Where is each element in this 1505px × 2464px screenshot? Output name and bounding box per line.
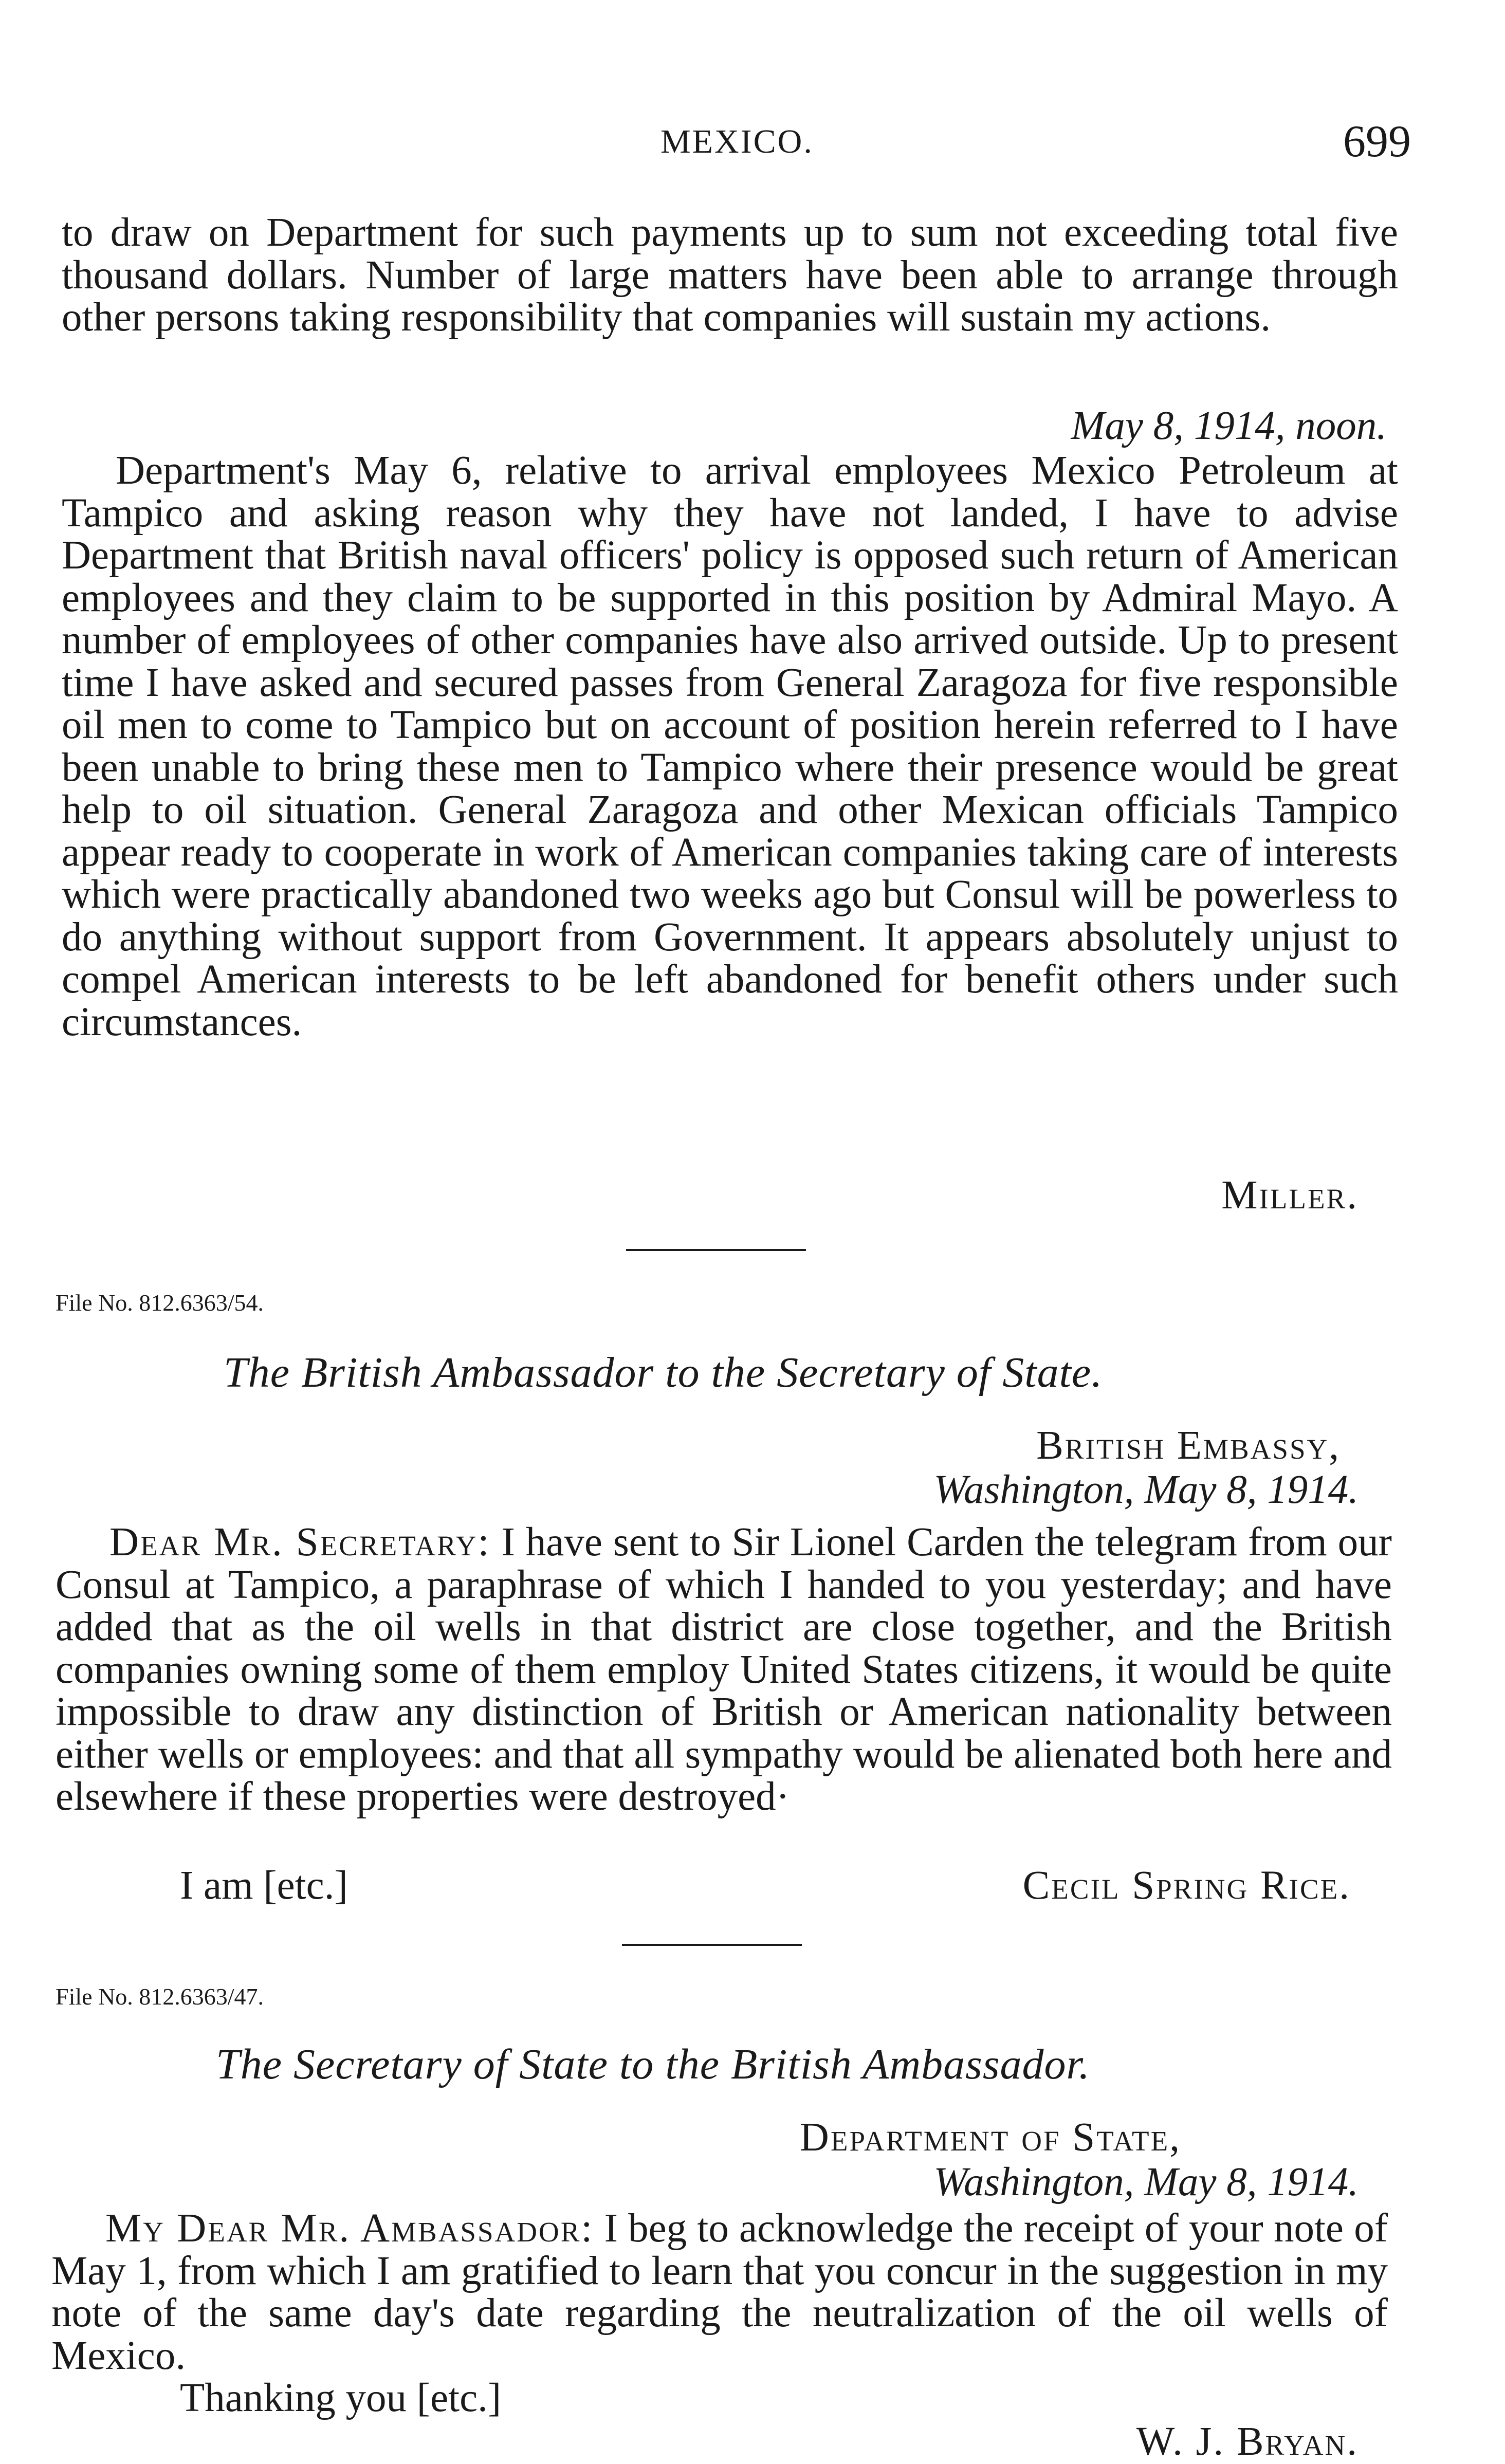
telegram-dateline: May 8, 1914, noon. bbox=[1071, 403, 1387, 448]
letter-body-text: I beg to acknowledge the receipt of your note of May 1, from which I am gratified to learn that you concur in the suggestion in my note of the same day's date regarding the neutralization of the oil wells of Mexico. bbox=[51, 2206, 1388, 2378]
continuation-paragraph: to draw on Department for such payments up to sum not exceeding total five thousand dollars. Number of large matters have been able to arrange through other persons taking responsibility that companies will sustain my actions. bbox=[62, 210, 1398, 340]
closing: Thanking you [etc.] bbox=[180, 2376, 502, 2420]
file-number: File No. 812.6363/54. bbox=[56, 1290, 264, 1316]
salutation: Dear Mr. Secretary: bbox=[109, 1520, 491, 1565]
signature-bryan: W. J. Bryan. bbox=[1136, 2419, 1359, 2464]
salutation: My Dear Mr. Ambassador: bbox=[105, 2206, 594, 2251]
address-line: British Embassy, bbox=[1036, 1423, 1341, 1468]
letter-heading: The British Ambassador to the Secretary of State. bbox=[224, 1349, 1103, 1396]
letter-body-text: I have sent to Sir Lionel Carden the telegram from our Consul at Tampico, a paraphrase of which I handed to you yesterday; and have added that as the oil wells in that district are close together, and the British companies owning some of them employ United States citizens, it would be quite impossible to draw any distinction of British or American nationality between either wells or employees: and that all sympathy would be alienated both here and elsewhere if these properties were destroyed· bbox=[56, 1520, 1392, 1819]
section-divider bbox=[626, 1249, 806, 1251]
telegram-body: Department's May 6, relative to arrival employees Mexico Petroleum at Tampico and asking reason why they have not landed, I have to advise Department that British naval officers' policy is opposed such return of American employees and they claim to be supported in this position by Admiral Mayo. A number of employees of other companies have also arrived outside. Up to present time I have asked and secured passes from General Zaragoza for five responsible oil men to come to Tampico but on account of position herein referred to I have been unable to bring these men to Tampico where their presence would be great help to oil situation. General Zaragoza and other Mexican officials Tampico appear ready to cooperate in work of American companies taking care of interests which were practically abandoned two weeks ago but Consul will be powerless to do anything without support from Government. It appears absolutely unjust to compel American interests to be left abandoned for benefit others under such circumstances. bbox=[62, 448, 1398, 1044]
signature-spring-rice: Cecil Spring Rice. bbox=[1022, 1863, 1351, 1908]
letter-body bbox=[51, 2208, 1388, 2377]
file-number: File No. 812.6363/47. bbox=[56, 1983, 264, 2010]
signature-miller: Miller. bbox=[1221, 1173, 1359, 1218]
address-dateline: Washington, May 8, 1914. bbox=[933, 2160, 1359, 2204]
section-divider bbox=[622, 1944, 802, 1946]
page-number: 699 bbox=[1343, 117, 1411, 167]
closing: I am [etc.] bbox=[180, 1863, 348, 1908]
letter-heading: The Secretary of State to the British Ambassador. bbox=[216, 2040, 1090, 2088]
letter-body bbox=[56, 1521, 1392, 1818]
address-line: Department of State, bbox=[799, 2115, 1181, 2160]
running-head: MEXICO. bbox=[660, 123, 814, 160]
address-dateline: Washington, May 8, 1914. bbox=[933, 1467, 1359, 1512]
